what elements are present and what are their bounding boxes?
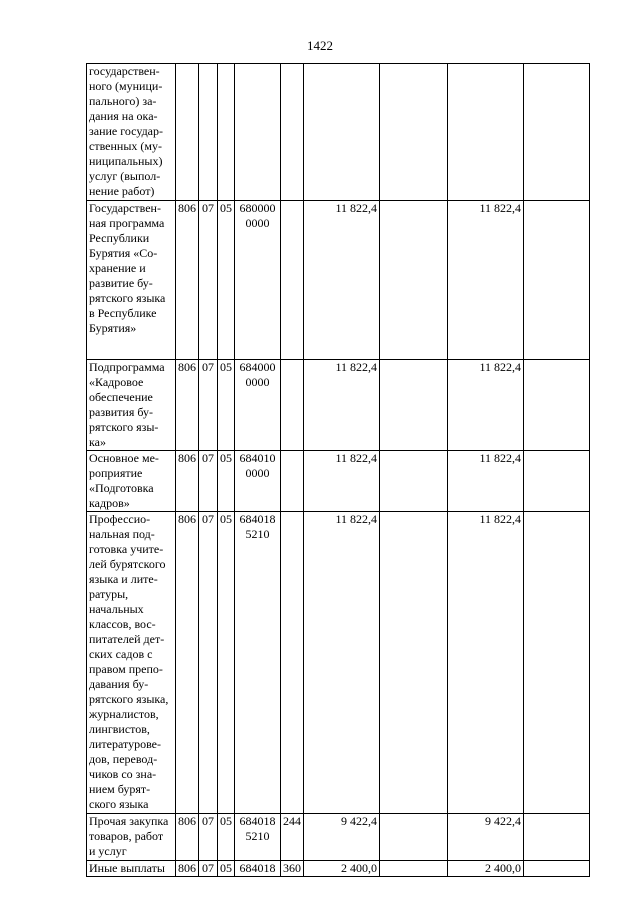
expense-type-cell <box>281 360 304 451</box>
item-name-line: Основное ме- <box>89 451 159 465</box>
amount1-cell: 11 822,4 <box>304 451 380 512</box>
ministry-code-cell: 806 <box>176 201 199 360</box>
item-name-line: ная программа <box>89 216 165 230</box>
item-name-line: ниципальных) <box>89 154 163 168</box>
target-article-line: 5210 <box>245 829 270 843</box>
amount3-cell: 2 400,0 <box>448 861 524 877</box>
amount1-cell: 11 822,4 <box>304 360 380 451</box>
amount1-cell <box>304 64 380 201</box>
amount4-cell <box>524 512 590 814</box>
ministry-code-cell: 806 <box>176 360 199 451</box>
target-article-cell <box>235 201 281 360</box>
section-code-cell: 07 <box>199 814 218 861</box>
section-code-cell <box>199 64 218 201</box>
item-name-line: ского языка <box>89 797 149 811</box>
target-article-line: 5210 <box>245 527 270 541</box>
item-name-line: Прочая закупка <box>89 814 169 828</box>
amount1-cell: 2 400,0 <box>304 861 380 877</box>
item-name-line: чиков со зна- <box>89 767 157 781</box>
item-name-line: Республики <box>89 231 150 245</box>
amount4-cell <box>524 861 590 877</box>
target-article-cell <box>235 512 281 814</box>
target-article-cell <box>235 814 281 861</box>
item-name-line: обеспечение <box>89 390 153 404</box>
item-name-line: роприятие <box>89 466 143 480</box>
amount2-cell <box>380 360 448 451</box>
item-name-line: дания на ока- <box>89 109 158 123</box>
amount3-cell <box>448 64 524 201</box>
item-name-line: питателей дет- <box>89 632 165 646</box>
item-name-line: кадров» <box>89 496 130 510</box>
expense-type-cell: 244 <box>281 814 304 861</box>
item-name-line: «Подготовка <box>89 481 154 495</box>
target-article-line: 684018 <box>239 861 276 875</box>
amount4-cell <box>524 451 590 512</box>
amount4-cell <box>524 814 590 861</box>
table-row <box>87 451 590 512</box>
subsection-code-cell: 05 <box>218 451 235 512</box>
item-name-line: правом препо- <box>89 662 163 676</box>
expense-type-cell: 360 <box>281 861 304 877</box>
item-name-line: в Республике <box>89 306 157 320</box>
amount3-cell: 11 822,4 <box>448 512 524 814</box>
amount4-cell <box>524 64 590 201</box>
target-article-cell <box>235 451 281 512</box>
target-article-line: 684018 <box>239 512 276 526</box>
target-article-line: 684000 <box>239 360 276 374</box>
item-name-line: развитие бу- <box>89 276 153 290</box>
target-article-cell <box>235 64 281 201</box>
section-code-cell: 07 <box>199 451 218 512</box>
section-code-cell: 07 <box>199 201 218 360</box>
amount2-cell <box>380 861 448 877</box>
target-article-cell <box>235 861 281 877</box>
item-name-cell <box>87 814 176 861</box>
item-name-cell <box>87 360 176 451</box>
item-name-line: рятского язы- <box>89 420 159 434</box>
expense-type-cell <box>281 64 304 201</box>
amount3-cell: 11 822,4 <box>448 201 524 360</box>
ministry-code-cell <box>176 64 199 201</box>
expense-type-cell <box>281 451 304 512</box>
target-article-line: 680000 <box>239 201 276 215</box>
item-name-line: хранение и <box>89 261 146 275</box>
item-name-line: Государствен- <box>89 201 161 215</box>
item-name-cell <box>87 451 176 512</box>
subsection-code-cell: 05 <box>218 360 235 451</box>
section-code-cell: 07 <box>199 512 218 814</box>
item-name-line: журналистов, <box>89 707 159 721</box>
ministry-code-cell: 806 <box>176 451 199 512</box>
target-article-line: 0000 <box>245 375 270 389</box>
table-row <box>87 814 590 861</box>
item-name-line: рятского языка, <box>89 692 169 706</box>
item-name-line: Бурятия» <box>89 321 137 335</box>
target-article-line: 684010 <box>239 451 276 465</box>
amount3-cell: 9 422,4 <box>448 814 524 861</box>
item-name-line: давания бу- <box>89 677 149 691</box>
item-name-line: нение работ) <box>89 184 155 198</box>
page-number: 1422 <box>307 38 333 53</box>
table-row <box>87 64 590 201</box>
item-name-line: товаров, работ <box>89 829 164 843</box>
amount2-cell <box>380 814 448 861</box>
item-name-line: Иные выплаты <box>89 861 165 875</box>
amount2-cell <box>380 64 448 201</box>
target-article-line: 0000 <box>245 466 270 480</box>
target-article-line: 0000 <box>245 216 270 230</box>
item-name-line: нальная под- <box>89 527 155 541</box>
table-row <box>87 861 590 877</box>
item-name-line: Бурятия «Со- <box>89 246 158 260</box>
item-name-line: зание государ- <box>89 124 163 138</box>
section-code-cell: 07 <box>199 360 218 451</box>
section-code-cell: 07 <box>199 861 218 877</box>
item-name-line: ка» <box>89 435 106 449</box>
amount2-cell <box>380 512 448 814</box>
amount2-cell <box>380 201 448 360</box>
item-name-line: языка и лите- <box>89 572 158 586</box>
item-name-line: «Кадровое <box>89 375 144 389</box>
item-name-line: рятского языка <box>89 291 166 305</box>
item-name-line: услуг (выпол- <box>89 169 161 183</box>
table-row <box>87 201 590 360</box>
item-name-line: Профессио- <box>89 512 151 526</box>
item-name-line: начальных <box>89 602 144 616</box>
item-name-line: пального) за- <box>89 94 157 108</box>
amount2-cell <box>380 451 448 512</box>
item-name-line: классов, вос- <box>89 617 156 631</box>
item-name-cell <box>87 512 176 814</box>
ministry-code-cell: 806 <box>176 512 199 814</box>
amount1-cell: 11 822,4 <box>304 512 380 814</box>
item-name-line: литературове- <box>89 737 161 751</box>
amount4-cell <box>524 201 590 360</box>
item-name-line: готовка учите- <box>89 542 164 556</box>
target-article-cell <box>235 360 281 451</box>
item-name-line: Подпрограмма <box>89 360 165 374</box>
item-name-cell <box>87 201 176 360</box>
item-name-line: нием бурят- <box>89 782 151 796</box>
item-name-line: государствен- <box>89 64 160 78</box>
item-name-line: и услуг <box>89 844 127 858</box>
subsection-code-cell: 05 <box>218 201 235 360</box>
target-article-line: 684018 <box>239 814 276 828</box>
item-name-line: ских садов с <box>89 647 153 661</box>
subsection-code-cell: 05 <box>218 512 235 814</box>
item-name-line: ного (муници- <box>89 79 163 93</box>
table-row <box>87 360 590 451</box>
item-name-line: лингвистов, <box>89 722 150 736</box>
amount1-cell: 9 422,4 <box>304 814 380 861</box>
item-name-line: ственных (му- <box>89 139 162 153</box>
item-name-line: лей бурятского <box>89 557 166 571</box>
item-name-cell <box>87 64 176 201</box>
amount1-cell: 11 822,4 <box>304 201 380 360</box>
ministry-code-cell: 806 <box>176 814 199 861</box>
subsection-code-cell <box>218 64 235 201</box>
table-row <box>87 512 590 814</box>
item-name-line: развития бу- <box>89 405 153 419</box>
expense-type-cell <box>281 201 304 360</box>
subsection-code-cell: 05 <box>218 814 235 861</box>
amount3-cell: 11 822,4 <box>448 451 524 512</box>
item-name-cell <box>87 861 176 877</box>
item-name-line: ратуры, <box>89 587 129 601</box>
amount3-cell: 11 822,4 <box>448 360 524 451</box>
item-name-line: дов, перевод- <box>89 752 158 766</box>
amount4-cell <box>524 360 590 451</box>
ministry-code-cell: 806 <box>176 861 199 877</box>
expense-type-cell <box>281 512 304 814</box>
subsection-code-cell: 05 <box>218 861 235 877</box>
budget-table <box>86 63 590 877</box>
